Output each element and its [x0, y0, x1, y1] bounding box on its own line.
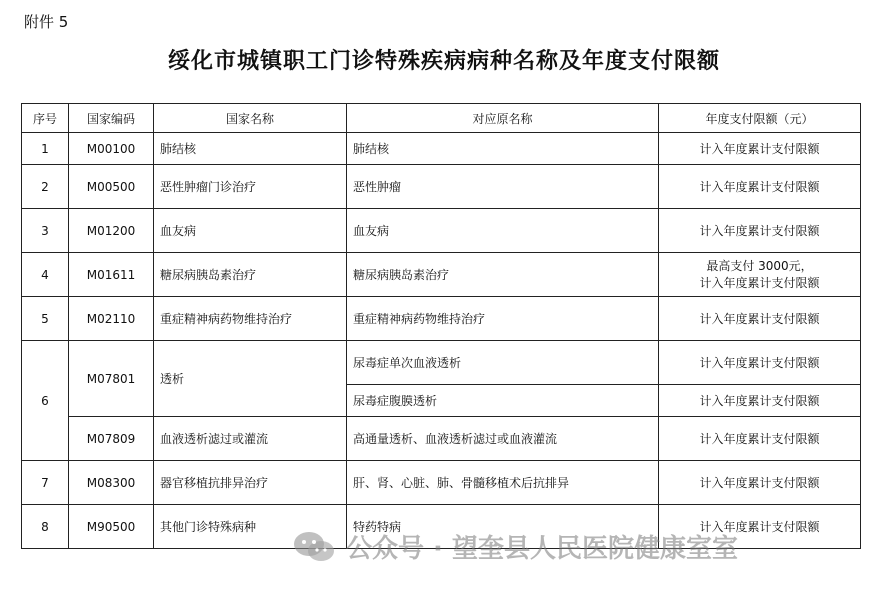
cell-no: 1	[22, 133, 69, 165]
table-row	[22, 505, 861, 549]
cell-original-name: 特药特病	[347, 505, 659, 549]
disease-table	[21, 103, 861, 549]
cell-code: M90500	[69, 505, 154, 549]
header-original-name: 对应原名称	[347, 104, 659, 133]
cell-no: 3	[22, 209, 69, 253]
limit-line-2: 计入年度累计支付限额	[699, 275, 820, 290]
cell-name: 糖尿病胰岛素治疗	[154, 253, 347, 297]
cell-original-name: 糖尿病胰岛素治疗	[347, 253, 659, 297]
cell-code: M07801	[69, 341, 154, 417]
cell-name: 器官移植抗排异治疗	[154, 461, 347, 505]
cell-limit	[659, 253, 861, 297]
table-row	[22, 253, 861, 297]
cell-code: M02110	[69, 297, 154, 341]
cell-code: M00100	[69, 133, 154, 165]
cell-no: 5	[22, 297, 69, 341]
cell-name: 血液透析滤过或灌流	[154, 417, 347, 461]
cell-original-name: 恶性肿瘤	[347, 165, 659, 209]
cell-original-name: 高通量透析、血液透析滤过或血液灌流	[347, 417, 659, 461]
cell-limit: 计入年度累计支付限额	[659, 341, 861, 385]
header-name: 国家名称	[154, 104, 347, 133]
table-row	[22, 165, 861, 209]
watermark-text: 公众号 · 望奎县人民医院健康室室	[346, 534, 738, 564]
cell-original-name: 重症精神病药物维持治疗	[347, 297, 659, 341]
cell-name: 肺结核	[154, 133, 347, 165]
header-limit: 年度支付限额（元）	[659, 104, 861, 133]
cell-no: 4	[22, 253, 69, 297]
cell-limit: 计入年度累计支付限额	[659, 297, 861, 341]
cell-name: 透析	[154, 341, 347, 417]
cell-limit: 计入年度累计支付限额	[659, 165, 861, 209]
cell-code: M00500	[69, 165, 154, 209]
cell-name: 其他门诊特殊病种	[154, 505, 347, 549]
table-row	[22, 209, 861, 253]
cell-limit: 计入年度累计支付限额	[659, 505, 861, 549]
cell-no: 2	[22, 165, 69, 209]
cell-limit: 计入年度累计支付限额	[659, 385, 861, 417]
cell-limit: 计入年度累计支付限额	[659, 461, 861, 505]
table-header-row	[22, 104, 861, 133]
cell-original-name: 尿毒症单次血液透析	[347, 341, 659, 385]
cell-original-name: 血友病	[347, 209, 659, 253]
cell-limit: 计入年度累计支付限额	[659, 209, 861, 253]
cell-original-name: 尿毒症腹膜透析	[347, 385, 659, 417]
limit-line-1: 最高支付 3000元，	[706, 258, 813, 273]
cell-code: M07809	[69, 417, 154, 461]
cell-original-name: 肝、肾、心脏、肺、骨髓移植术后抗排异	[347, 461, 659, 505]
table-row	[22, 133, 861, 165]
table-row	[22, 417, 861, 461]
attachment-label: 附件 5	[24, 13, 69, 31]
table-row	[22, 341, 861, 385]
cell-no: 6	[22, 341, 69, 461]
cell-name: 恶性肿瘤门诊治疗	[154, 165, 347, 209]
cell-code: M01200	[69, 209, 154, 253]
cell-code: M01611	[69, 253, 154, 297]
cell-limit: 计入年度累计支付限额	[659, 417, 861, 461]
cell-name: 重症精神病药物维持治疗	[154, 297, 347, 341]
table-row	[22, 297, 861, 341]
cell-no: 8	[22, 505, 69, 549]
header-code: 国家编码	[69, 104, 154, 133]
table-row	[22, 461, 861, 505]
header-no: 序号	[22, 104, 69, 133]
cell-limit: 计入年度累计支付限额	[659, 133, 861, 165]
cell-code: M08300	[69, 461, 154, 505]
page-title: 绥化市城镇职工门诊特殊疾病病种名称及年度支付限额	[167, 48, 720, 74]
cell-original-name: 肺结核	[347, 133, 659, 165]
cell-name: 血友病	[154, 209, 347, 253]
cell-no: 7	[22, 461, 69, 505]
